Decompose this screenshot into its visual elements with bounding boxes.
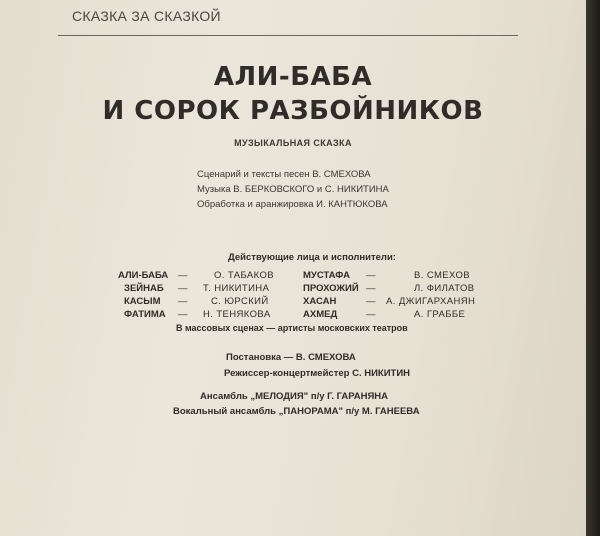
production-ensemble: Ансамбль „МЕЛОДИЯ" п/у Г. ГАРАНЯНА bbox=[200, 391, 389, 402]
cast-role: ФАТИМА bbox=[124, 309, 166, 320]
crowd-scenes-note: В массовых сценах — артисты московских театров bbox=[176, 323, 408, 333]
cast-actor: Т. НИКИТИНА bbox=[203, 283, 270, 294]
cast-actor: А. ГРАББЕ bbox=[414, 309, 466, 320]
cast-dash: — bbox=[178, 283, 188, 294]
cast-dash: — bbox=[178, 270, 188, 281]
production-accompanist: Режиссер-концертмейстер С. НИКИТИН bbox=[224, 368, 411, 379]
cast-role: ПРОХОЖИЙ bbox=[303, 283, 359, 294]
sleeve-edge bbox=[586, 0, 600, 536]
cast-actor: А. ДЖИГАРХАНЯН bbox=[386, 296, 476, 307]
cast-actor: О. ТАБАКОВ bbox=[214, 270, 275, 281]
cast-actor: В. СМЕХОВ bbox=[414, 270, 470, 281]
header-divider bbox=[58, 35, 518, 36]
credit-arrangement: Обработка и аранжировка И. КАНТЮКОВА bbox=[197, 199, 388, 210]
cast-role: АЛИ-БАБА bbox=[118, 270, 169, 281]
cast-role: ЗЕЙНАБ bbox=[124, 283, 164, 294]
credit-music: Музыка В. БЕРКОВСКОГО и С. НИКИТИНА bbox=[197, 184, 389, 195]
cast-actor: С. ЮРСКИЙ bbox=[211, 296, 269, 307]
credit-screenplay: Сценарий и тексты песен В. СМЕХОВА bbox=[197, 169, 371, 180]
cast-dash: — bbox=[366, 283, 376, 294]
subtitle: МУЗЫКАЛЬНАЯ СКАЗКА bbox=[234, 138, 352, 148]
cast-dash: — bbox=[178, 309, 188, 320]
main-title-line-1: АЛИ-БАБА bbox=[213, 62, 373, 92]
cast-dash: — bbox=[366, 296, 376, 307]
cast-actor: Н. ТЕНЯКОВА bbox=[203, 309, 271, 320]
cast-role: КАСЫМ bbox=[124, 296, 161, 307]
production-vocal-ensemble: Вокальный ансамбль „ПАНОРАМА" п/у М. ГАНЕЕВА bbox=[173, 406, 420, 417]
main-title-line-2: И СОРОК РАЗБОЙНИКОВ bbox=[102, 96, 484, 126]
series-title: СКАЗКА ЗА СКАЗКОЙ bbox=[72, 8, 221, 24]
cast-dash: — bbox=[178, 296, 188, 307]
cast-dash: — bbox=[366, 270, 376, 281]
cast-role: МУСТАФА bbox=[303, 270, 351, 281]
cast-role: АХМЕД bbox=[303, 309, 338, 320]
cast-dash: — bbox=[366, 309, 376, 320]
cast-actor: Л. ФИЛАТОВ bbox=[414, 283, 475, 294]
production-director: Постановка — В. СМЕХОВА bbox=[226, 352, 356, 363]
cast-role: ХАСАН bbox=[303, 296, 337, 307]
cast-heading: Действующие лица и исполнители: bbox=[228, 252, 396, 263]
